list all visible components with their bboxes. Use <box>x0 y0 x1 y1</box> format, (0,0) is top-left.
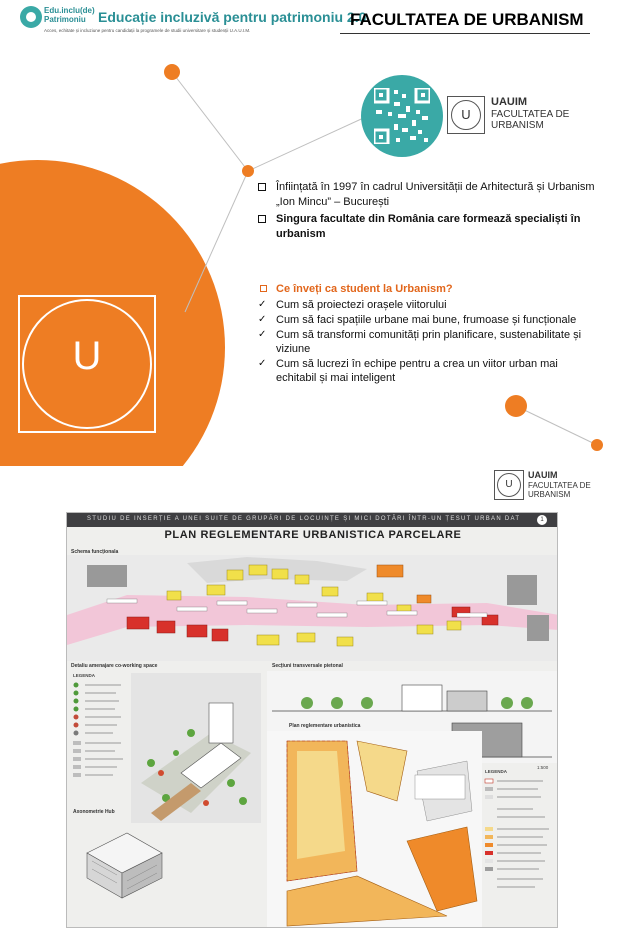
uauim-logo <box>447 96 587 136</box>
urban-plan-poster <box>66 512 558 928</box>
facts-list <box>258 180 608 244</box>
poster-number: 1 <box>537 515 547 525</box>
fact-item: Singura facultate din România care formează specialiști în urbanism <box>258 212 608 242</box>
plan-label: Plan reglementare urbanistica <box>289 723 361 729</box>
sections-label: Secțiuni transversale pietonal <box>272 663 343 669</box>
legend-title-1: LEGENDA <box>73 673 96 678</box>
learn-question: Ce înveți ca student la Urbanism? <box>258 282 598 296</box>
uauim-logo-circle: U <box>451 100 481 130</box>
check-icon: ✓ <box>258 314 267 325</box>
uauim-logo-circle: U <box>497 473 521 497</box>
logo-frame-letter: U <box>72 334 102 378</box>
square-bullet-icon <box>260 285 267 292</box>
poster-band-text: STUDIU DE INSERȚIE A UNEI SUITE DE GRUPĂRI DE LOCUINȚE ȘI MICI DOTĂRI ÎNTR-UN ȚESUT URBAN DAT <box>87 516 521 522</box>
check-icon: ✓ <box>258 358 267 369</box>
uauim-line1: FACULTATEA DE <box>528 481 591 490</box>
fact-item: Înființată în 1997 în cadrul Universității de Arhitectură și Urbanism „Ion Mincu” – București <box>258 180 608 210</box>
square-bullet-icon <box>258 183 266 191</box>
plan-legend <box>483 775 555 895</box>
uauim-logo-small <box>494 470 614 504</box>
header-title: Educație incluzivă pentru patrimoniu 2.0 <box>98 9 367 25</box>
scale-label: 1:500 <box>537 765 549 770</box>
learn-list <box>258 282 598 386</box>
edu-logo-text: Edu.inclu(de) Patrimoniu <box>44 6 95 24</box>
header-subtitle: Acces, echitate și incluziune pentru candidații la programele de studii universitare și studenții U.A.U.I.M. <box>44 28 251 33</box>
poster-title: PLAN REGLEMENTARE URBANISTICA PARCELARE <box>164 529 462 541</box>
axo-label: Axonometrie Hub <box>73 809 115 815</box>
plan-drawing <box>267 731 482 927</box>
detail-label: Detaliu amenajare co-working space <box>71 663 158 669</box>
faculty-title: FACULTATEA DE URBANISM <box>350 10 584 29</box>
schema-label: Schema funcționala <box>71 549 119 555</box>
axo-drawing <box>77 823 167 903</box>
uauim-name: UAUIM <box>528 470 558 480</box>
qr-code[interactable] <box>361 75 443 157</box>
schema-drawing <box>67 555 558 661</box>
detail-plan <box>131 673 261 823</box>
check-icon: ✓ <box>258 299 267 310</box>
uauim-name: UAUIM <box>491 96 528 108</box>
qr-pattern <box>374 88 430 144</box>
uauim-line2: URBANISM <box>491 120 544 131</box>
learn-item: ✓ Cum să lucrezi în echipe pentru a crea un viitor urban mai echitabil și mai inteligent <box>258 358 558 384</box>
learn-item: ✓ Cum să transformi comunități prin planificare, sustenabilitate și viziune <box>258 329 582 355</box>
square-bullet-icon <box>258 215 266 223</box>
legend-title-2: LEGENDA <box>485 769 508 774</box>
learn-item: ✓ Cum să proiectezi orașele viitorului <box>258 299 447 311</box>
uauim-line2: URBANISM <box>528 490 571 499</box>
detail-legend <box>71 679 131 799</box>
uauim-line1: FACULTATEA DE <box>491 109 570 120</box>
check-icon: ✓ <box>258 329 267 340</box>
learn-item: ✓ Cum să faci spațiile urbane mai bune, frumoase și funcționale <box>258 314 577 326</box>
